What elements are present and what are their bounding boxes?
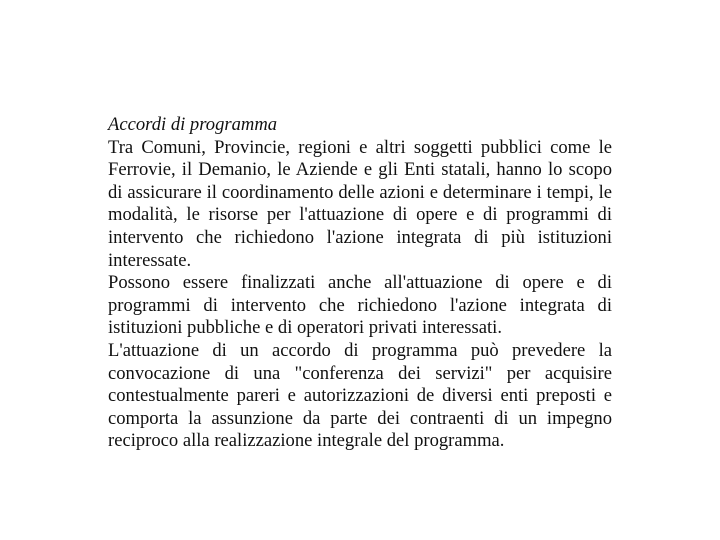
text-block — [108, 114, 612, 453]
paragraph-definition: Tra Comuni, Provincie, regioni e altri soggetti pubblici come le Ferrovie, il Demanio, le Aziende e gli Enti statali, hanno lo scopo di assicurare il coordinamento delle azioni e determinare i tempi, le modalità, le risorse per l'attuazione di opere e di programmi di intervento che richiedono l'azione integrata di più istituzioni interessate. — [108, 136, 612, 271]
section-heading: Accordi di programma — [108, 114, 278, 135]
paragraph-purpose: Possono essere finalizzati anche all'attuazione di opere e di programmi di intervento che richiedono l'azione integrata di istituzioni pubbliche e di operatori privati interessati. — [108, 272, 612, 339]
paragraph-implementation: L'attuazione di un accordo di programma può prevedere la convocazione di una "conferenza dei servizi" per acquisire contestualmente pareri e autorizzazioni de diversi enti preposti e comporta la assunzione da parte dei contraenti di un impegno reciproco alla realizzazione integrale del programma. — [108, 339, 612, 452]
